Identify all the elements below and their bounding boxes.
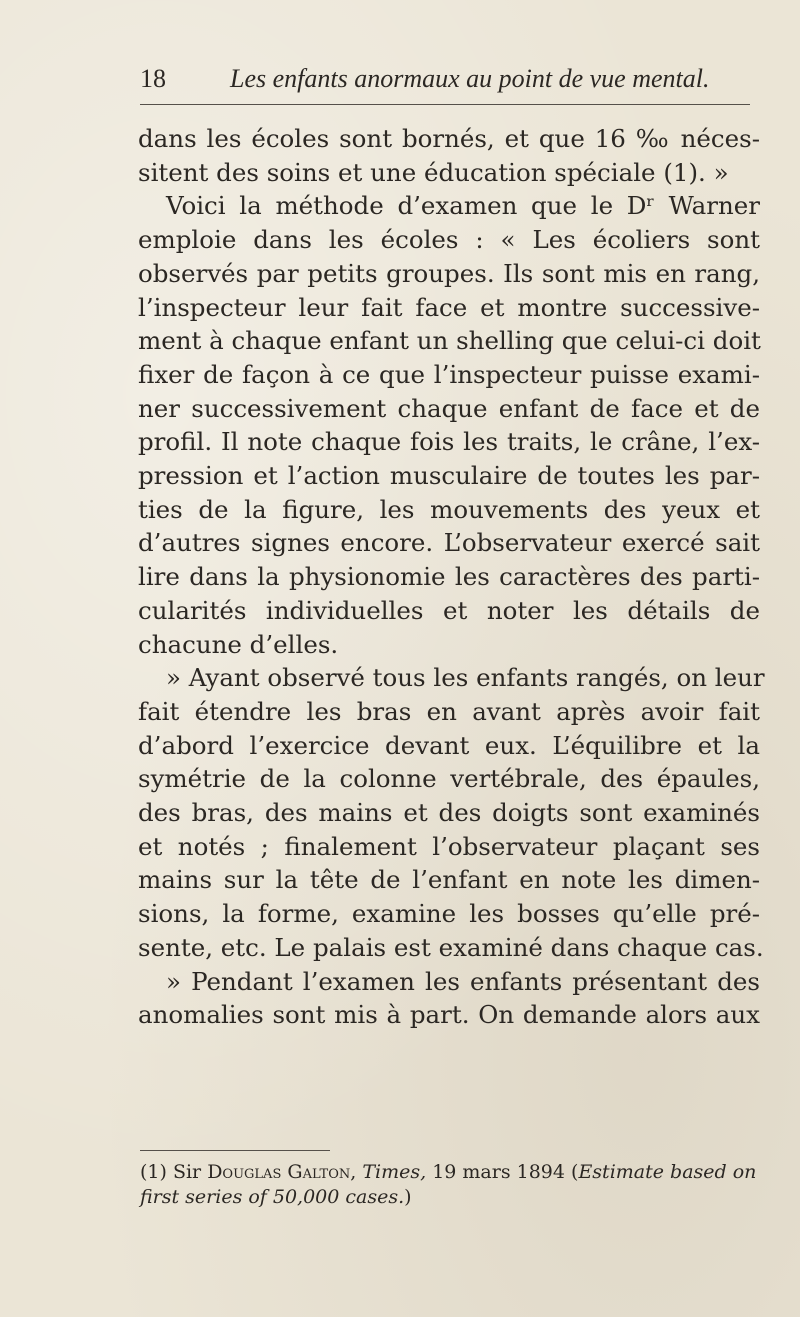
body-line: Voici la méthode d’examen que le Dʳ Warner (166, 191, 760, 221)
body-line: cularités individuelles et noter les détails de (138, 595, 760, 625)
body-line: mains sur la tête de l’enfant en note les dimen- (138, 865, 760, 895)
body-line: anomalies sont mis à part. On demande alors aux (138, 1000, 760, 1030)
body-text (138, 122, 765, 1032)
body-line: sente, etc. Le palais est examiné dans chaque cas. (138, 932, 764, 962)
body-line: » Pendant l’examen les enfants présentant des (166, 966, 760, 996)
body-line: » Ayant observé tous les enfants rangés, on leur (166, 663, 765, 693)
footnote-title-1: Estimate based on (578, 1161, 757, 1183)
body-line: ties de la figure, les mouvements des yeux et (138, 494, 760, 524)
body-line: symétrie de la colonne vertébrale, des épaules, (138, 764, 760, 794)
footnote-date: 19 mars 1894 ( (432, 1161, 579, 1183)
footnote-rule (140, 1150, 330, 1151)
footnote-author: Douglas Galton, (207, 1161, 357, 1183)
body-line: d’autres signes encore. L’observateur exercé sait (138, 528, 760, 558)
body-line: sitent des soins et une éducation spéciale (1). » (138, 157, 729, 187)
body-line: d’abord l’exercice devant eux. L’équilibre et la (138, 730, 760, 760)
body-line: observés par petits groupes. Ils sont mis en rang, (138, 258, 760, 288)
body-line: fait étendre les bras en avant après avoir fait (138, 696, 760, 726)
running-title: Les enfants anormaux au point de vue mental. (230, 64, 710, 93)
footnote-line (140, 1185, 765, 1210)
footnote-title-2: first series of 50,000 cases. (140, 1186, 405, 1208)
page-header (140, 60, 740, 100)
page-number: 18 (140, 64, 166, 93)
body-line: emploie dans les écoles : « Les écoliers sont (138, 225, 760, 255)
body-line: pression et l’action musculaire de toutes les par- (138, 461, 760, 491)
body-line: dans les écoles sont bornés, et que 16 ‰ néces- (138, 124, 760, 153)
body-line: ment à chaque enfant un shelling que celui-ci doit (138, 326, 761, 356)
footnote-marker: (1) Sir (140, 1161, 202, 1183)
body-line: et notés ; finalement l’observateur plaçant ses (138, 831, 760, 861)
body-line: lire dans la physionomie les caractères des parti- (138, 562, 760, 592)
body-line: fixer de façon à ce que l’inspecteur puisse exami- (138, 359, 760, 389)
body-line: profil. Il note chaque fois les traits, le crâne, l’ex- (138, 427, 760, 457)
body-line: sions, la forme, examine les bosses qu’elle pré- (138, 899, 760, 929)
footnote-line (140, 1160, 765, 1185)
header-rule (140, 104, 750, 105)
body-line: des bras, des mains et des doigts sont examinés (138, 798, 760, 828)
body-line: l’inspecteur leur fait face et montre successive- (138, 292, 760, 322)
footnote-journal: Times, (362, 1161, 427, 1183)
body-line: ner successivement chaque enfant de face et de (138, 393, 760, 423)
footnote (140, 1160, 765, 1210)
footnote-close: ) (404, 1186, 412, 1208)
body-line: chacune d’elles. (138, 629, 339, 659)
